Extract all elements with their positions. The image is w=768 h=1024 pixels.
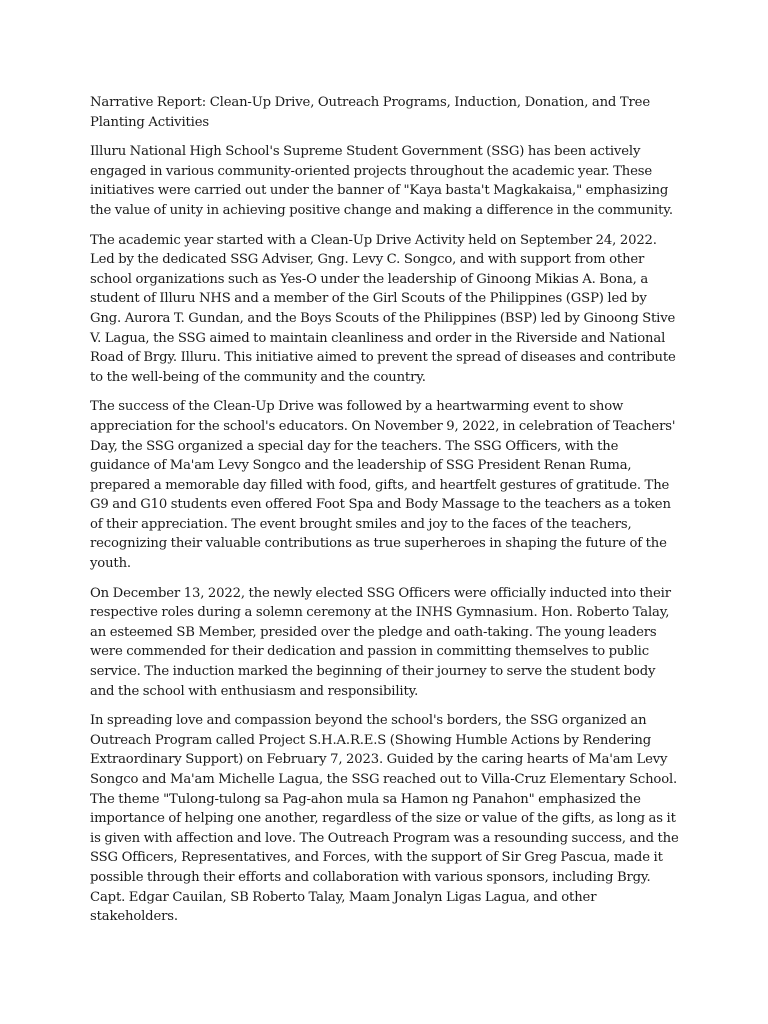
document-title: Narrative Report: Clean-Up Drive, Outreach Programs, Induction, Donation, and Tree Planting Activities bbox=[90, 95, 650, 130]
paragraph-induction: On December 13, 2022, the newly elected SSG Officers were officially inducted into their respective roles during a solemn ceremony at the INHS Gymnasium. Hon. Roberto Talay, an esteemed SB Member, presided over the pledge and oath-taking. The young leaders were commended for their dedication and passion in committing themselves to public service. The induction marked the beginning of their journey to serve the student body and the school with enthusiasm and responsibility. bbox=[90, 585, 671, 699]
document-body bbox=[90, 93, 680, 937]
paragraph-clean-up-drive: The academic year started with a Clean-Up Drive Activity held on September 24, 2022. Led by the dedicated SSG Adviser, Gng. Levy C. Songco, and with support from other school organizations such as Yes-O under the leadership of Ginoong Mikias A. Bona, a student of Illuru NHS and a member of the Girl Scouts of the Philippines (GSP) led by Gng. Aurora T. Gundan, and the Boys Scouts of the Philippines (BSP) led by Ginoong Stive V. Lagua, the SSG aimed to maintain cleanliness and order in the Riverside and National Road of Brgy. Illuru. This initiative aimed to prevent the spread of diseases and contribute to the well-being of the community and the country. bbox=[90, 232, 676, 385]
paragraph-teachers-day: The success of the Clean-Up Drive was followed by a heartwarming event to show appreciation for the school's educators. On November 9, 2022, in celebration of Teachers' Day, the SSG organized a special day for the teachers. The SSG Officers, with the guidance of Ma'am Levy Songco and the leadership of SSG President Renan Ruma, prepared a memorable day filled with food, gifts, and heartfelt gestures of gratitude. The G9 and G10 students even offered Foot Spa and Body Massage to the teachers as a token of their appreciation. The event brought smiles and joy to the faces of the teachers, recognizing their valuable contributions as true superheroes in shaping the future of the youth. bbox=[90, 399, 676, 572]
paragraph-outreach-program: In spreading love and compassion beyond the school's borders, the SSG organized an Outreach Program called Project S.H.A.R.E.S (Showing Humble Actions by Rendering Extraordinary Support) on February 7, 2023. Guided by the caring hearts of Ma'am Levy Songco and Ma'am Michelle Lagua, the SSG reached out to Villa-Cruz Elementary School. The theme "Tulong-tulong sa Pag-ahon mula sa Hamon ng Panahon" emphasized the importance of helping one another, regardless of the size or value of the gifts, as long as it is given with affection and love. The Outreach Program was a resounding success, and the SSG Officers, Representatives, and Forces, with the support of Sir Greg Pascua, made it possible through their efforts and collaboration with various sponsors, including Brgy. Capt. Edgar Cauilan, SB Roberto Talay, Maam Jonalyn Ligas Lagua, and other stakeholders. bbox=[90, 713, 679, 925]
paragraph-intro: Illuru National High School's Supreme Student Government (SSG) has been actively engaged in various community-oriented projects throughout the academic year. These initiatives were carried out under the banner of "Kaya basta't Magkakaisa," emphasizing the value of unity in achieving positive change and making a difference in the community. bbox=[90, 144, 673, 218]
